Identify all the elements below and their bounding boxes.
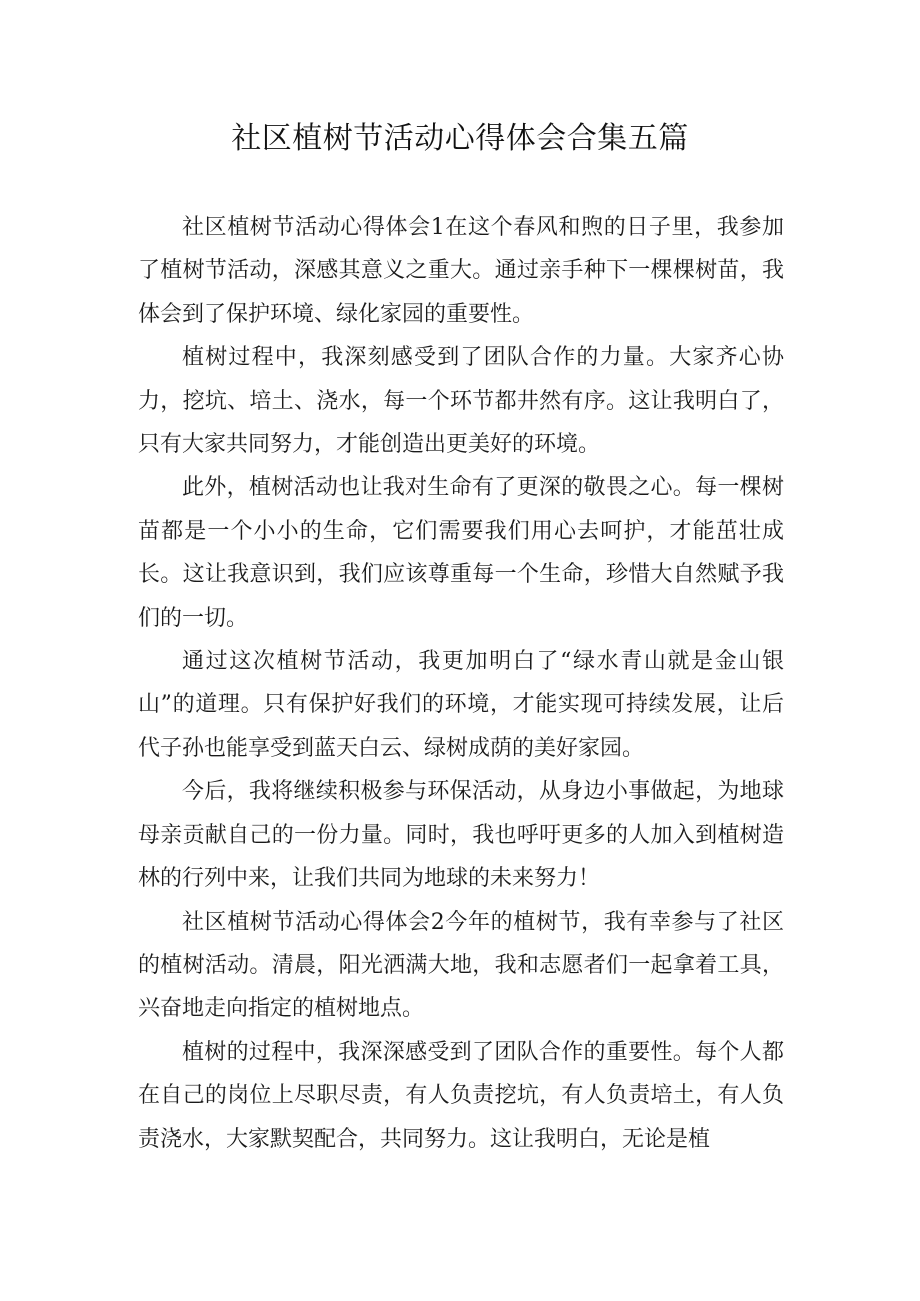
document-body: [138, 206, 784, 1161]
paragraph-5: 今后，我将继续积极参与环保活动，从身边小事做起，为地球母亲贡献自己的一份力量。同时，我也呼吁更多的人加入到植树造林的行列中来，让我们共同为地球的未来努力！: [138, 779, 784, 892]
paragraph-3: 此外，植树活动也让我对生命有了更深的敬畏之心。每一棵树苗都是一个小小的生命，它们需要我们用心去呵护，才能茁壮成长。这让我意识到，我们应该尊重每一个生命，珍惜大自然赋予我们的一切。: [138, 475, 784, 631]
paragraph-1: 社区植树节活动心得体会1在这个春风和煦的日子里，我参加了植树节活动，深感其意义之重大。通过亲手种下一棵棵树苗，我体会到了保护环境、绿化家园的重要性。: [138, 215, 784, 327]
paragraph-2: 植树过程中，我深刻感受到了团队合作的力量。大家齐心协力，挖坑、培土、浇水，每一个环节都井然有序。这让我明白了，只有大家共同努力，才能创造出更美好的环境。: [138, 345, 784, 458]
paragraph-4: 通过这次植树节活动，我更加明白了“绿水青山就是金山银山”的道理。只有保护好我们的环境，才能实现可持续发展，让后代子孙也能享受到蓝天白云、绿树成荫的美好家园。: [138, 649, 784, 761]
paragraph-6: 社区植树节活动心得体会2今年的植树节，我有幸参与了社区的植树活动。清晨，阳光洒满大地，我和志愿者们一起拿着工具，兴奋地走向指定的植树地点。: [138, 909, 784, 1022]
document-title: 社区植树节活动心得体会合集五篇: [231, 121, 689, 156]
paragraph-7: 植树的过程中，我深深感受到了团队合作的重要性。每个人都在自己的岗位上尽职尽责，有人负责挖坑，有人负责培土，有人负责浇水，大家默契配合，共同努力。这让我明白，无论是植: [138, 1039, 784, 1152]
